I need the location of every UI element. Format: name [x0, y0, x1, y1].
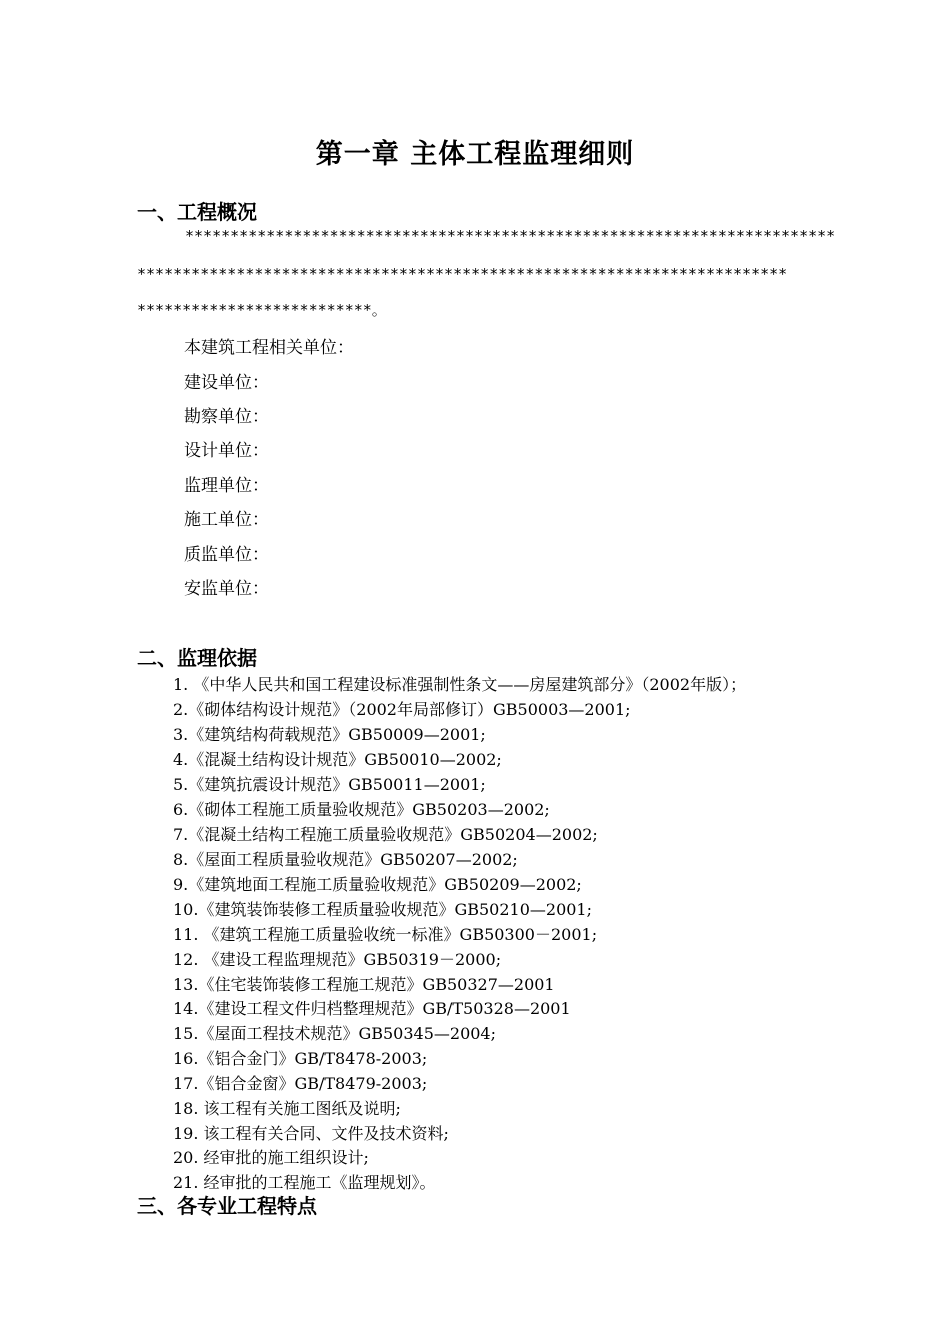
reference-item: 7.《混凝土结构工程施工质量验收规范》GB50204—2002;	[173, 825, 598, 844]
reference-item: 3.《建筑结构荷载规范》GB50009—2001;	[173, 725, 486, 744]
page-title: 第一章 主体工程监理细则	[315, 139, 635, 170]
reference-item: 2.《砌体结构设计规范》（2002年局部修订）GB50003—2001;	[173, 700, 631, 719]
related-units-intro: 本建筑工程相关单位：	[184, 338, 354, 358]
reference-item: 21. 经审批的工程施工《监理规划》。	[173, 1173, 436, 1192]
overview-stars-line-2: ************************************************************************	[137, 265, 788, 283]
unit-quality-supervision: 质监单位：	[184, 545, 269, 565]
overview-stars-line-1: ************************************************************************	[185, 227, 836, 245]
unit-survey: 勘察单位：	[184, 407, 269, 427]
reference-item: 14.《建设工程文件归档整理规范》GB/T50328—2001	[173, 999, 571, 1018]
unit-design: 设计单位：	[184, 441, 269, 461]
reference-item: 19. 该工程有关合同、文件及技术资料;	[173, 1124, 449, 1143]
reference-item: 18. 该工程有关施工图纸及说明;	[173, 1099, 401, 1118]
reference-item: 9.《建筑地面工程施工质量验收规范》GB50209—2002;	[173, 875, 582, 894]
reference-item: 16.《铝合金门》GB/T8478-2003;	[173, 1049, 428, 1068]
section-2-heading: 二、监理依据	[137, 646, 257, 670]
reference-item: 20. 经审批的施工组织设计;	[173, 1148, 369, 1167]
section-1-heading: 一、工程概况	[137, 200, 257, 224]
overview-stars-line-3: **************************。	[137, 301, 387, 319]
unit-contractor: 施工单位：	[184, 510, 269, 530]
section-3-heading: 三、各专业工程特点	[137, 1194, 317, 1218]
reference-item: 4.《混凝土结构设计规范》GB50010—2002;	[173, 750, 502, 769]
unit-construction: 建设单位：	[184, 373, 269, 393]
reference-item: 1. 《中华人民共和国工程建设标准强制性条文——房屋建筑部分》（2002年版）；	[173, 675, 747, 694]
reference-item: 13.《住宅装饰装修工程施工规范》GB50327—2001	[173, 975, 555, 994]
unit-supervision: 监理单位：	[184, 476, 269, 496]
reference-item: 11. 《建筑工程施工质量验收统一标准》GB50300－2001;	[173, 925, 598, 944]
reference-item: 6.《砌体工程施工质量验收规范》GB50203—2002;	[173, 800, 550, 819]
reference-item: 15.《屋面工程技术规范》GB50345—2004;	[173, 1024, 496, 1043]
reference-item: 8.《屋面工程质量验收规范》GB50207—2002;	[173, 850, 518, 869]
reference-item: 5.《建筑抗震设计规范》GB50011—2001;	[173, 775, 486, 794]
reference-item: 12. 《建设工程监理规范》GB50319－2000;	[173, 950, 502, 969]
unit-safety-supervision: 安监单位：	[184, 579, 269, 599]
reference-item: 17.《铝合金窗》GB/T8479-2003;	[173, 1074, 428, 1093]
reference-item: 10.《建筑装饰装修工程质量验收规范》GB50210—2001;	[173, 900, 592, 919]
